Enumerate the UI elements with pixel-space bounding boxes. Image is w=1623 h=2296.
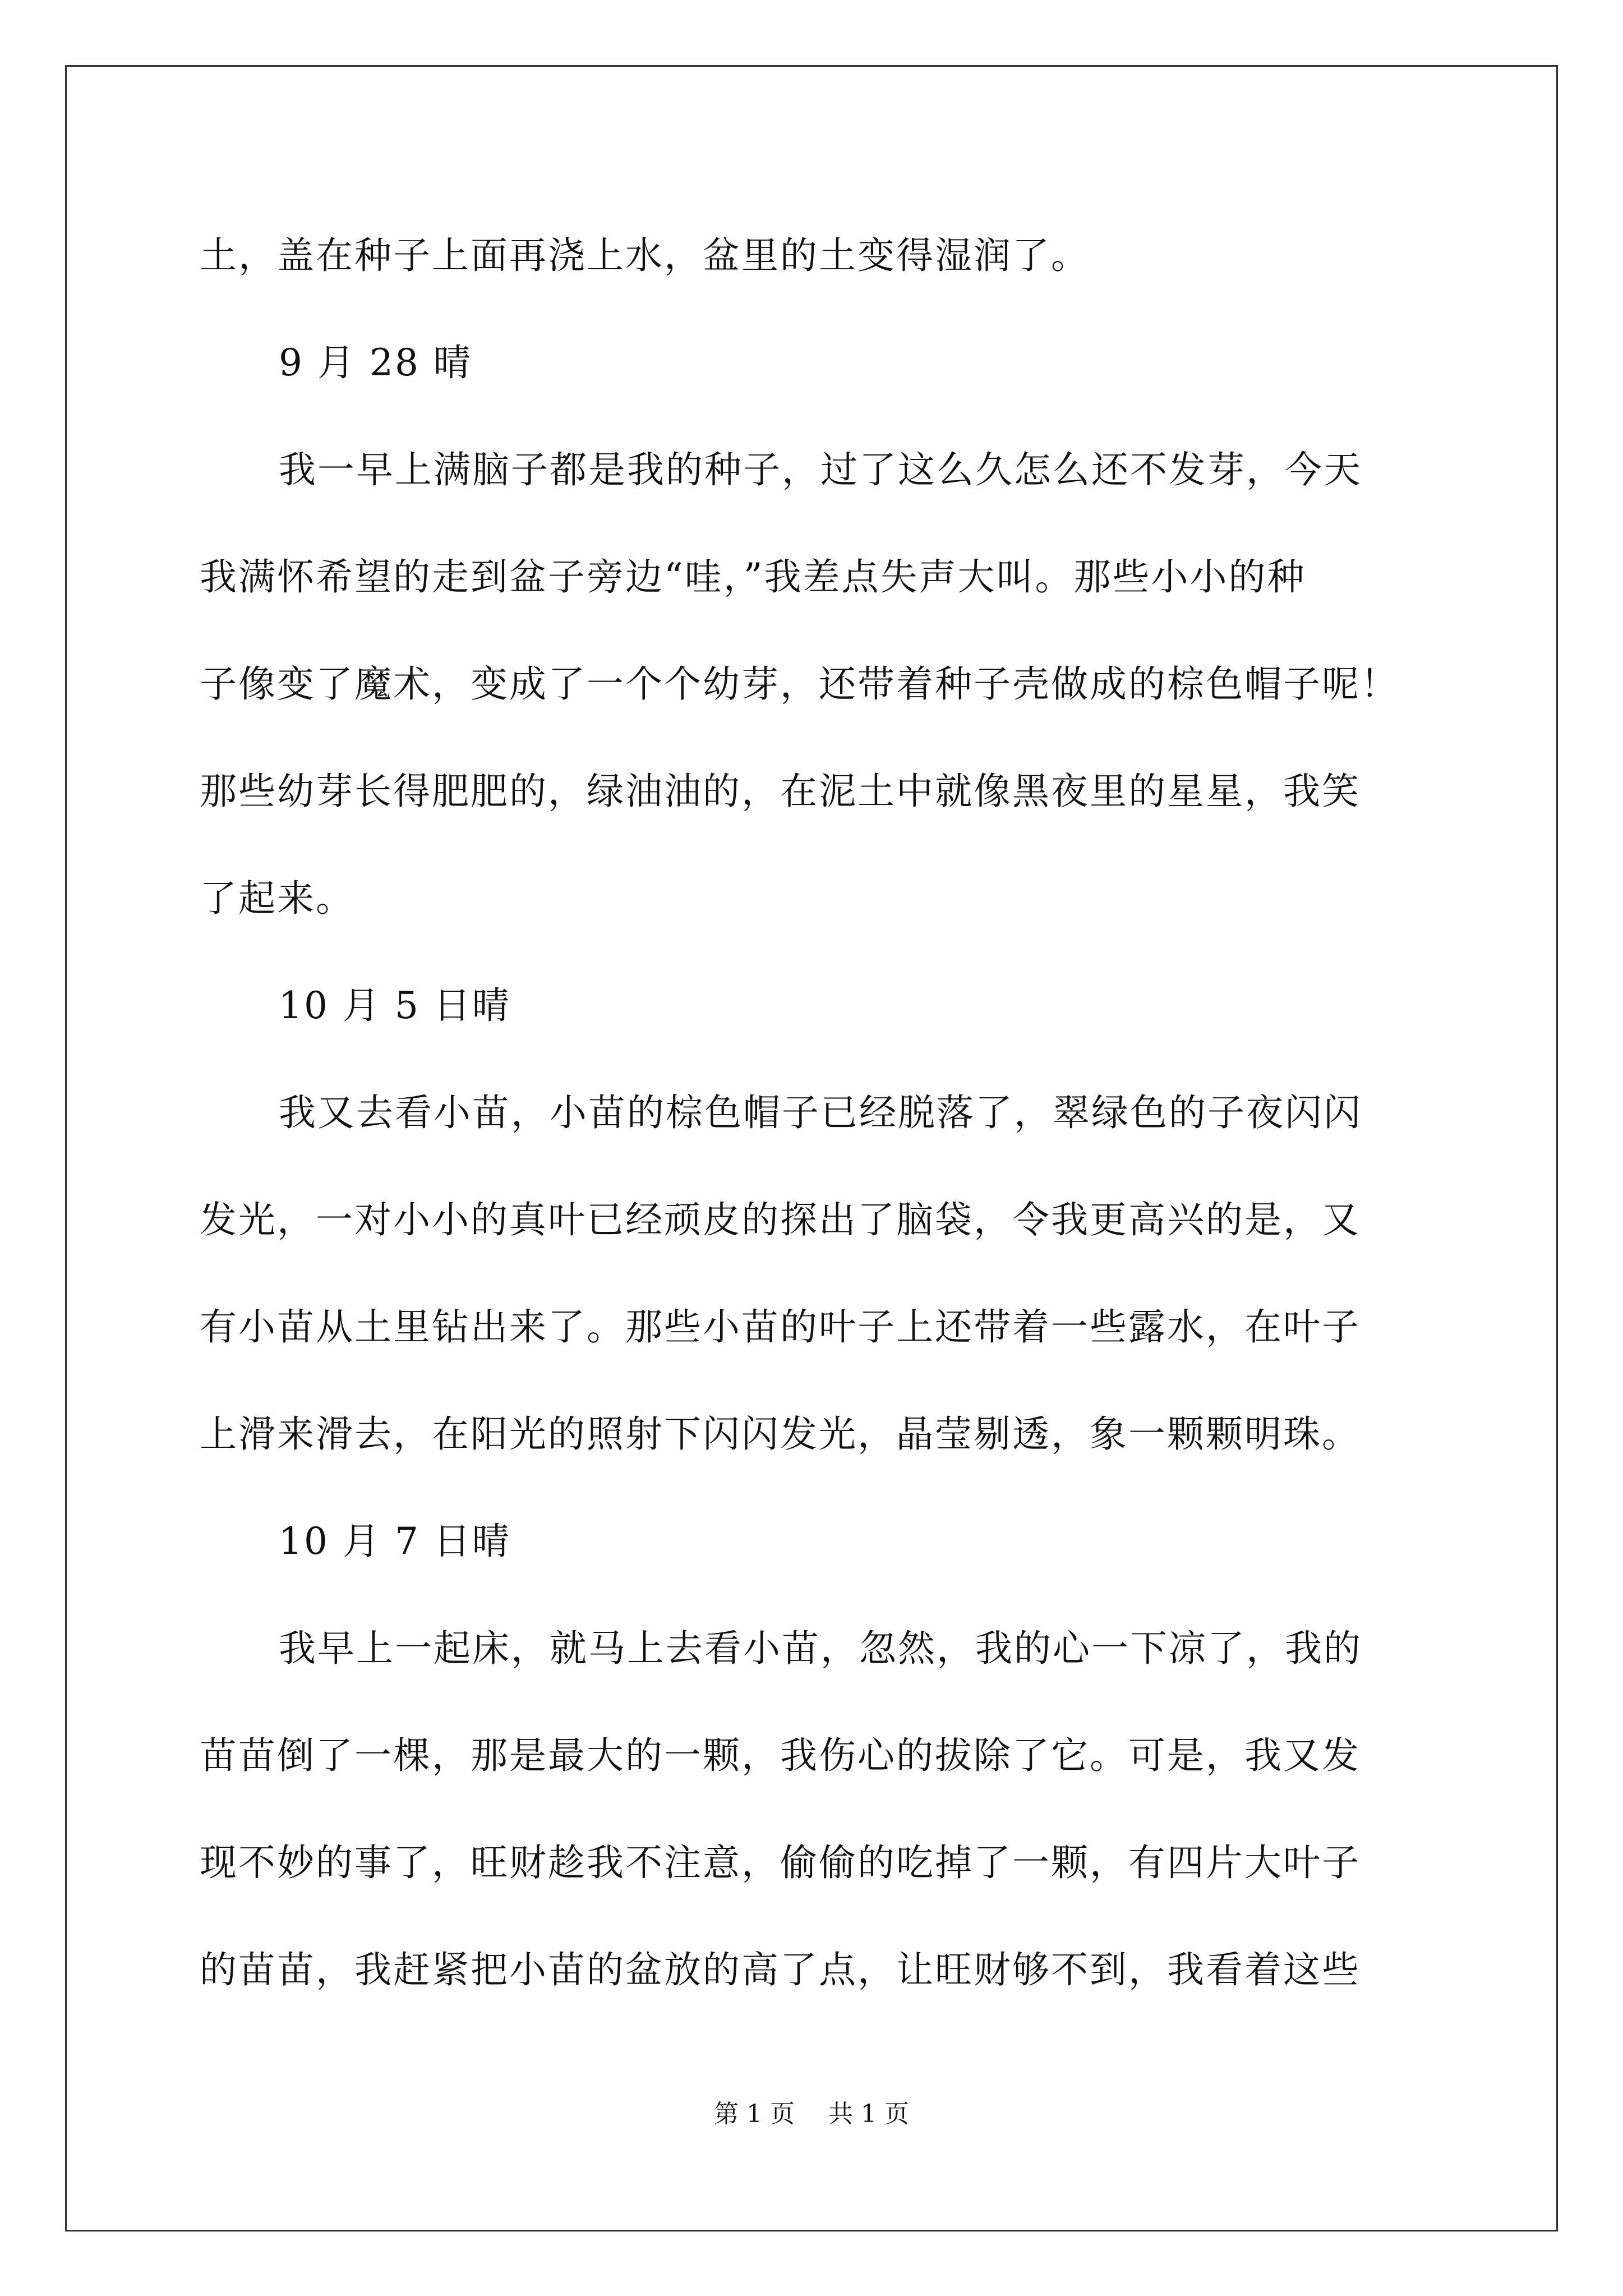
text-line: 10 月 5 日晴 bbox=[279, 984, 511, 1027]
text-line: 我一早上满脑子都是我的种子，过了这么久怎么还不发芽，今天 bbox=[279, 448, 1362, 491]
text-line: 我又去看小苗，小苗的棕色帽子已经脱落了，翠绿色的子夜闪闪 bbox=[279, 1091, 1362, 1134]
text-line: 10 月 7 日晴 bbox=[279, 1520, 511, 1563]
text-line: 现不妙的事了，旺财趁我不注意，偷偷的吃掉了一颗，有四片大叶子 bbox=[200, 1841, 1361, 1884]
text-line: 我满怀希望的走到盆子旁边“哇，”我差点失声大叫。那些小小的种 bbox=[200, 555, 1306, 599]
page-footer bbox=[0, 2093, 1623, 2129]
page-number: 第 1 页 bbox=[714, 2100, 795, 2128]
text-line: 子像变了魔术，变成了一个个幼芽，还带着种子壳做成的棕色帽子呢！ bbox=[200, 662, 1399, 706]
text-line: 了起来。 bbox=[200, 877, 354, 920]
text-line: 有小苗从土里钻出来了。那些小苗的叶子上还带着一些露水，在叶子 bbox=[200, 1305, 1361, 1349]
text-line: 上滑来滑去，在阳光的照射下闪闪发光，晶莹剔透，象一颗颗明珠。 bbox=[200, 1412, 1361, 1456]
text-line: 的苗苗，我赶紧把小苗的盆放的高了点，让旺财够不到，我看着这些 bbox=[200, 1948, 1361, 1991]
text-line: 土，盖在种子上面再浇上水，盆里的土变得湿润了。 bbox=[200, 234, 1090, 277]
text-line: 我早上一起床，就马上去看小苗，忽然，我的心一下凉了，我的 bbox=[279, 1627, 1362, 1670]
text-line: 那些幼芽长得肥肥的，绿油油的，在泥土中就像黑夜里的星星，我笑 bbox=[200, 770, 1361, 813]
text-line: 苗苗倒了一棵，那是最大的一颗，我伤心的拔除了它。可是，我又发 bbox=[200, 1734, 1361, 1777]
text-line: 9 月 28 晴 bbox=[279, 341, 472, 384]
document-body bbox=[200, 202, 1433, 2023]
page-total: 共 1 页 bbox=[828, 2100, 909, 2128]
text-line: 发光，一对小小的真叶已经顽皮的探出了脑袋，令我更高兴的是，又 bbox=[200, 1198, 1361, 1241]
